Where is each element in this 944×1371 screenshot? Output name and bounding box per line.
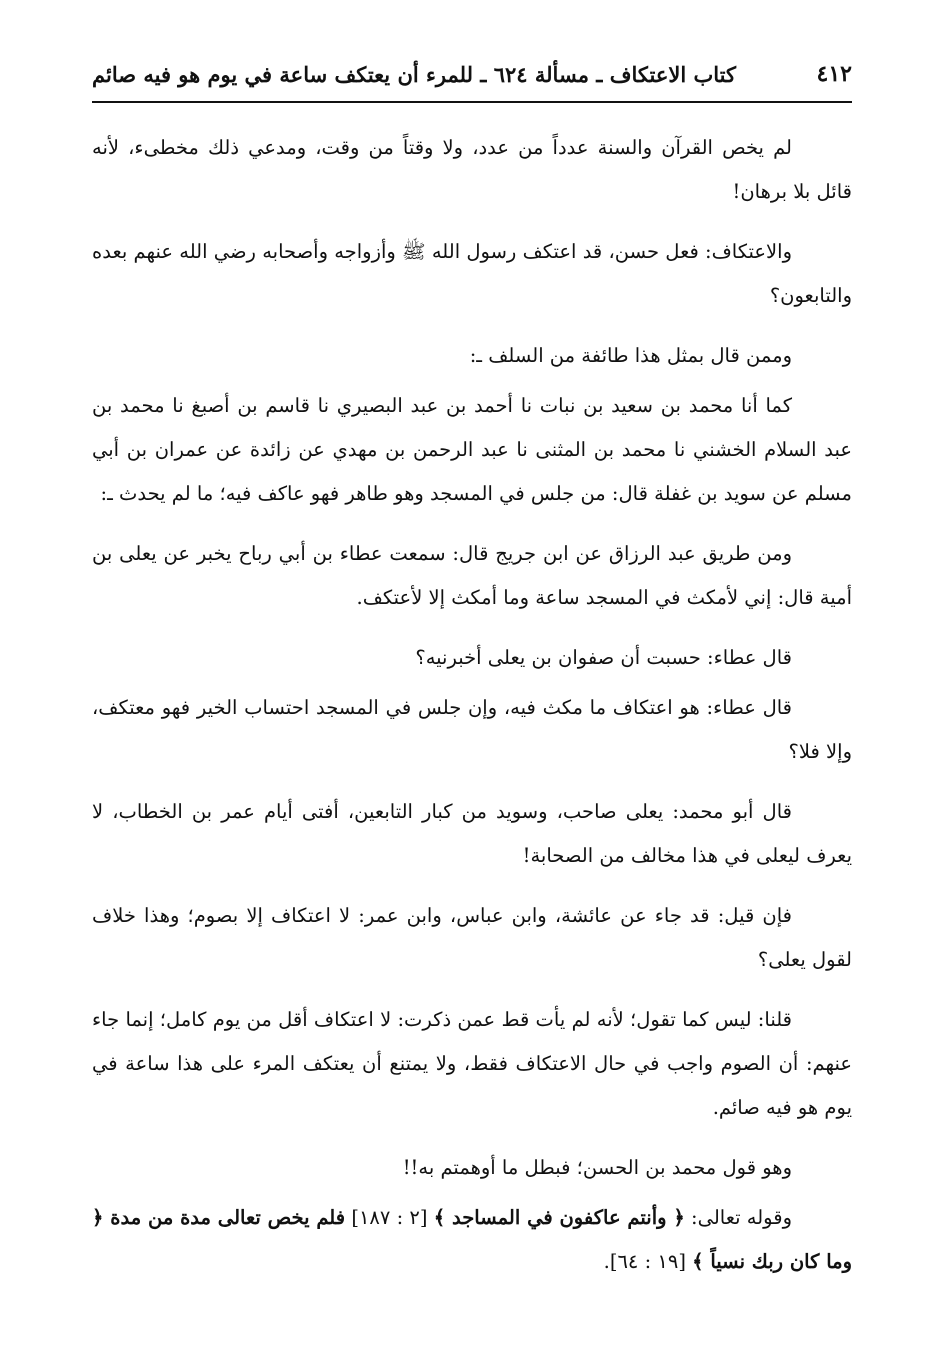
paragraph-12 [92,1196,852,1284]
page-number: ٤١٢ [816,61,852,87]
verse-reference-1: [٢ : ١٨٧] [345,1206,434,1229]
paragraph-6: قال عطاء: حسبت أن صفوان بن يعلى أخبرنيه؟ [415,646,792,669]
header-rule [92,101,852,103]
paragraph-5: ومن طريق عبد الرزاق عن ابن جريج قال: سمعت عطاء بن أبي رباح يخبر عن يعلى بن أمية قال: إني لأمكث في المسجد ساعة وما أمكث إلا لأعتكف. [92,542,852,609]
verse-reference-2: [١٩ : ٦٤]. [603,1250,693,1273]
paragraph-1: لم يخص القرآن والسنة عدداً من عدد، ولا وقتاً من وقت، ومدعي ذلك مخطىء، لأنه قائل بلا برهان! [92,136,852,203]
paragraph-10: قلنا: ليس كما تقول؛ لأنه لم يأت قط عمن ذكرت: لا اعتكاف أقل من يوم كامل؛ إنما جاء عنهم: أن الصوم واجب في حال الاعتكاف فقط، ولا يمتنع أن يعتكف المرء على هذا ساعة في يوم هو فيه صائم. [92,1008,852,1119]
page-header [92,52,852,96]
final-mid: فلم يخص تعالى مدة من مدة [103,1206,346,1229]
quran-verse-1: ﴿ وأنتم عاكفون في المساجد ﴾ [433,1206,685,1229]
final-lead: وقوله تعالى: [684,1206,792,1229]
running-title: كتاب الاعتكاف ـ مسألة ٦٢٤ ـ للمرء أن يعتكف ساعة في يوم هو فيه صائم [92,61,736,87]
paragraph-4: كما أنا محمد بن سعيد بن نبات نا أحمد بن عبد البصيري نا قاسم بن أصبغ نا محمد بن عبد السلام الخشني نا محمد بن المثنى نا عبد الرحمن بن مهدي عن زائدة عن عمران بن أبي مسلم عن سويد بن غفلة قال: من جلس في المسجد وهو طاهر فهو عاكف فيه؛ ما لم يحدث ـ: [92,394,852,505]
page-body [92,126,852,1290]
paragraph-11: وهو قول محمد بن الحسن؛ فبطل ما أوهمتم به!! [402,1156,792,1179]
paragraph-7: قال عطاء: هو اعتكاف ما مكث فيه، وإن جلس في المسجد احتساب الخير فهو معتكف، وإلا فلا؟ [92,696,852,763]
paragraph-8: قال أبو محمد: يعلى صاحب، وسويد من كبار التابعين، أفتى أيام عمر بن الخطاب، لا يعرف ليعلى في هذا مخالف من الصحابة! [92,800,852,867]
quran-verse-2: ﴿ وما كان ربك نسياً ﴾ [92,1206,852,1273]
paragraph-2: والاعتكاف: فعل حسن، قد اعتكف رسول الله ﷺ وأزواجه وأصحابه رضي الله عنهم بعده والتابعون؟ [92,240,852,307]
paragraph-3: وممن قال بمثل هذا طائفة من السلف ـ: [469,344,792,367]
paragraph-9: فإن قيل: قد جاء عن عائشة، وابن عباس، وابن عمر: لا اعتكاف إلا بصوم؛ وهذا خلاف لقول يعلى؟ [92,904,852,971]
